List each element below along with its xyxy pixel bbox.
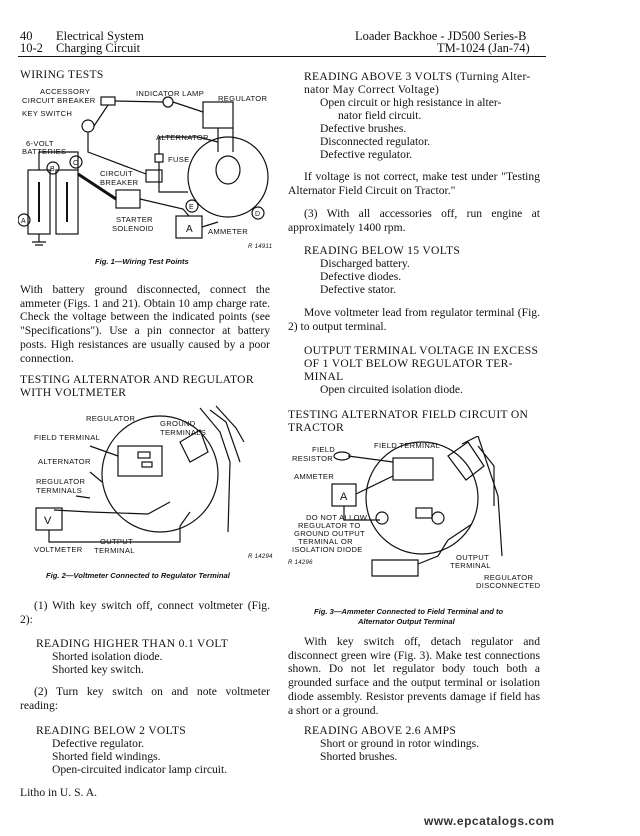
subsection-title: Charging Circuit: [56, 41, 141, 55]
fig3-label-ground-output: GROUND OUTPUT: [294, 529, 365, 538]
fig1-label-batteries: BATTERIES: [22, 147, 67, 156]
reading-3-line2: nator May Correct Voltage): [304, 83, 440, 96]
output-heading-line3: MINAL: [304, 370, 344, 383]
reading-2-heading: READING BELOW 2 VOLTS: [36, 724, 187, 737]
field-heading-line2: TRACTOR: [288, 421, 344, 434]
fig3-label-ammeter: AMMETER: [294, 472, 335, 481]
watermark: www.epcatalogs.com: [424, 814, 555, 828]
output-heading-line2: OF 1 VOLT BELOW REGULATOR TER-: [304, 357, 513, 370]
figure-3-ammeter-diagram: [288, 436, 542, 604]
fig3-label-field-terminal: FIELD TERMINAL: [374, 441, 441, 450]
book-title: Loader Backhoe - JD500 Series-B: [355, 29, 527, 43]
fig3-label-a: A: [340, 491, 348, 503]
header-rule: [18, 56, 546, 57]
field-heading-line1: TESTING ALTERNATOR FIELD CIRCUIT ON: [288, 408, 529, 421]
fig1-point-b: B: [50, 166, 55, 173]
fig2-label-regulator2: REGULATOR: [36, 477, 86, 486]
fig1-caption: Fig. 1—Wiring Test Points: [95, 257, 189, 266]
output-item: Open circuited isolation diode.: [320, 383, 463, 396]
fig1-label-circuit-breaker: CIRCUIT BREAKER: [22, 96, 96, 105]
reading-3-item-5: Defective regulator.: [320, 148, 413, 161]
fig3-ref: R 14296: [288, 560, 313, 566]
reading-26-item-1: Short or ground in rotor windings.: [320, 737, 480, 750]
output-heading-line1: OUTPUT TERMINAL VOLTAGE IN EXCESS: [304, 344, 539, 357]
wiring-paragraph: With battery ground disconnected, connect the ammeter (Figs. 1 and 21). Obtain 10 amp charge rate. Check the voltage between the indicated points (see "Specifications"). Use a pin connector at battery posts. High resistances are usually caused by a poor connection.: [20, 283, 270, 365]
fig1-point-d: D: [255, 211, 261, 218]
fig2-label-field-terminal: FIELD TERMINAL: [34, 433, 101, 442]
fig3-label-disconnected: DISCONNECTED: [476, 581, 541, 590]
fig1-label-circuit: CIRCUIT: [100, 169, 133, 178]
reading-01-heading: READING HIGHER THAN 0.1 VOLT: [36, 637, 229, 650]
fig3-label-resistor: RESISTOR: [292, 454, 334, 463]
fig3-caption-line2: Alternator Output Terminal: [358, 617, 455, 626]
reading-26-heading: READING ABOVE 2.6 AMPS: [304, 724, 457, 737]
reading-3-item-2: nator field circuit.: [338, 109, 422, 122]
step3-paragraph: (3) With all accessories off, run engine at approximately 1400 rpm.: [288, 207, 540, 234]
reading-15-item-2: Defective diodes.: [320, 270, 402, 283]
fig2-label-terminals2: TERMINALS: [36, 486, 83, 495]
fig1-label-ammeter-a: A: [186, 224, 193, 235]
step2-paragraph: (2) Turn key switch on and note voltmeter reading:: [20, 685, 270, 712]
fig2-label-ground: GROUND: [160, 419, 196, 428]
fig2-label-regulator: REGULATOR: [86, 414, 136, 423]
step1-paragraph: (1) With key switch off, connect voltmeter (Fig. 2):: [20, 599, 270, 626]
fig2-label-alternator: ALTERNATOR: [38, 457, 91, 466]
fig1-ref: R 14911: [248, 244, 273, 250]
reading-3-line1: READING ABOVE 3 VOLTS (Turning Alter-: [304, 70, 531, 83]
voltage-paragraph: If voltage is not correct, make test under "Testing Alternator Field Circuit on Tractor.": [288, 170, 540, 197]
section-title: Electrical System: [56, 29, 144, 43]
reading-01-item-1: Shorted isolation diode.: [52, 650, 163, 663]
reading-2-item-2: Shorted field windings.: [52, 750, 161, 763]
fig3-label-terminal-or: TERMINAL OR: [298, 537, 353, 546]
footer-litho: Litho in U. S. A.: [20, 786, 97, 799]
figure-1-wiring-diagram: [18, 82, 280, 250]
fig3-label-regulator-to: REGULATOR TO: [298, 521, 361, 530]
fig1-label-six-volt: 6-VOLT: [26, 139, 54, 148]
reading-2-item-3: Open-circuited indicator lamp circuit.: [52, 763, 228, 776]
fig1-label-alternator: ALTERNATOR: [156, 133, 209, 142]
reading-15-heading: READING BELOW 15 VOLTS: [304, 244, 461, 257]
reading-26-item-2: Shorted brushes.: [320, 750, 398, 763]
fig3-label-terminal: TERMINAL: [450, 561, 491, 570]
reading-2-item-1: Defective regulator.: [52, 737, 145, 750]
fig1-point-e: E: [189, 204, 194, 211]
fig1-label-ammeter: AMMETER: [208, 227, 249, 236]
page-number: 40: [20, 29, 33, 43]
fig1-label-breaker: BREAKER: [100, 178, 139, 187]
fig1-label-starter: STARTER: [116, 215, 153, 224]
fig1-point-a: A: [21, 218, 26, 225]
tm-number: TM-1024 (Jan-74): [437, 41, 530, 55]
fig3-label-do-not-allow: DO NOT ALLOW: [306, 513, 368, 522]
section-number: 10-2: [20, 41, 43, 55]
key-switch-paragraph: With key switch off, detach regulator and disconnect green wire (Fig. 3). Make test connections shown. Do not let regulator body touch both a grounded surface and the output terminal or isolation diode assembly. Resistor prevents damage if field has a short or a ground.: [288, 635, 540, 717]
fig1-label-fuse: FUSE: [168, 155, 190, 164]
reading-3-item-4: Disconnected regulator.: [320, 135, 431, 148]
move-voltmeter-paragraph: Move voltmeter lead from regulator terminal (Fig. 2) to output terminal.: [288, 306, 540, 333]
fig1-label-regulator: REGULATOR: [218, 94, 268, 103]
testing-heading-line1: TESTING ALTERNATOR AND REGULATOR: [20, 373, 254, 386]
fig1-label-accessory: ACCESSORY: [40, 87, 91, 96]
fig2-label-terminals: TERMINALS: [160, 428, 207, 437]
reading-15-item-1: Discharged battery.: [320, 257, 410, 270]
fig2-caption: Fig. 2—Voltmeter Connected to Regulator Terminal: [46, 571, 230, 580]
fig3-label-regulator: REGULATOR: [484, 573, 534, 582]
wiring-tests-heading: WIRING TESTS: [20, 68, 104, 81]
fig2-label-v: V: [44, 515, 52, 527]
reading-3-item-3: Defective brushes.: [320, 122, 407, 135]
fig1-label-indicator-lamp: INDICATOR LAMP: [136, 89, 205, 98]
fig3-label-isolation-diode: ISOLATION DIODE: [292, 545, 363, 554]
figure-2-voltmeter-diagram: [30, 402, 278, 564]
fig3-label-output: OUTPUT: [456, 553, 490, 562]
fig2-ref: R 14294: [248, 554, 273, 560]
fig1-point-c: C: [73, 160, 79, 167]
reading-01-item-2: Shorted key switch.: [52, 663, 144, 676]
fig1-label-key-switch: KEY SWITCH: [22, 109, 73, 118]
fig2-label-terminal: TERMINAL: [94, 546, 135, 555]
reading-3-item-1: Open circuit or high resistance in alter-: [320, 96, 502, 109]
testing-heading-line2: WITH VOLTMETER: [20, 386, 127, 399]
reading-15-item-3: Defective stator.: [320, 283, 396, 296]
fig2-label-output: OUTPUT: [100, 537, 134, 546]
fig2-label-voltmeter: VOLTMETER: [34, 545, 83, 554]
fig3-label-field: FIELD: [312, 445, 336, 454]
fig3-caption-line1: Fig. 3—Ammeter Connected to Field Terminal and to: [314, 607, 504, 616]
fig1-label-solenoid: SOLENOID: [112, 224, 154, 233]
